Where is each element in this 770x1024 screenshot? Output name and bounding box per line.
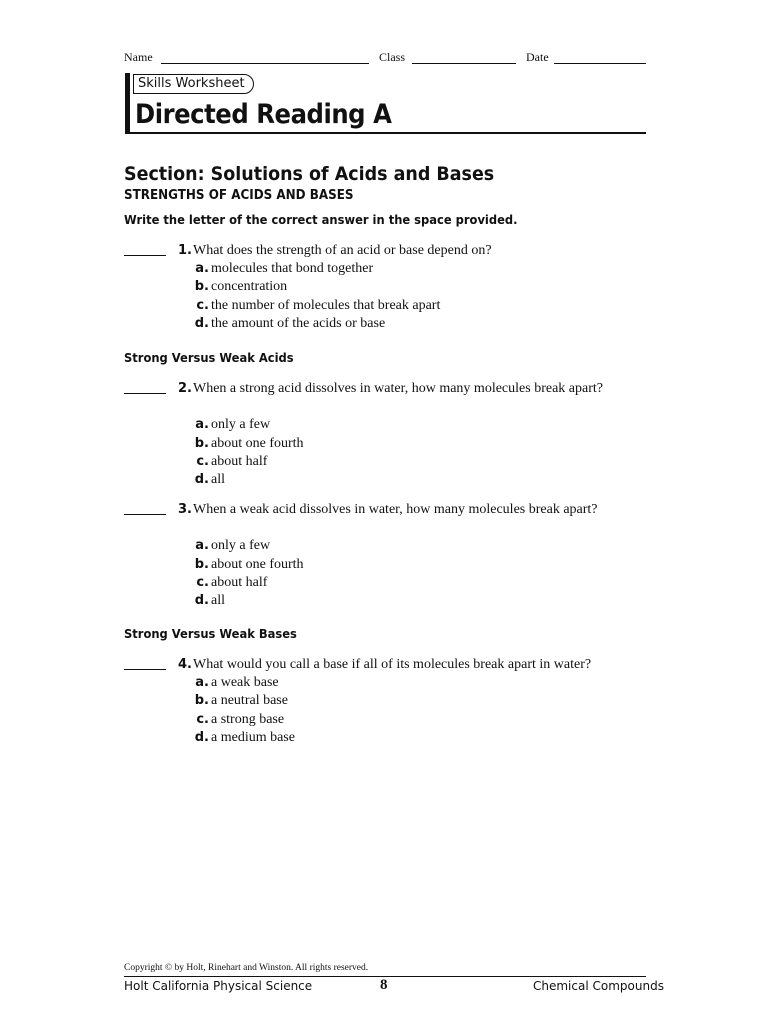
option-b: b. about one fourth — [194, 556, 304, 572]
date-label: Date — [526, 50, 549, 64]
question-text: What does the strength of an acid or base depend on? — [193, 243, 492, 258]
option-a: a. only a few — [195, 538, 271, 554]
option-a: a. only a few — [195, 417, 271, 433]
question-number: 2. — [178, 381, 192, 396]
answer-blank-2[interactable] — [124, 393, 166, 394]
option-b: b. about one fourth — [194, 435, 304, 451]
worksheet-badge: Skills Worksheet — [133, 74, 254, 94]
class-field[interactable] — [412, 63, 516, 64]
option-d: d. all — [194, 472, 225, 487]
answer-blank-1[interactable] — [124, 255, 166, 256]
option-c: c. a strong base — [196, 711, 285, 727]
option-b: b. concentration — [194, 279, 288, 295]
option-b: b. a neutral base — [194, 693, 288, 709]
question-number: 1. — [178, 243, 192, 258]
footer-chapter: Chemical Compounds — [533, 979, 664, 993]
instructions: Write the letter of the correct answer in the space provided. — [124, 212, 518, 227]
title-accent-bar — [125, 73, 130, 134]
question-text: What would you call a base if all of its molecules break apart in water? — [193, 657, 592, 672]
name-field[interactable] — [161, 63, 369, 64]
question-1 — [124, 242, 654, 332]
question-3 — [124, 501, 654, 611]
title-divider — [125, 132, 646, 134]
section-title: Section: Solutions of Acids and Bases — [124, 163, 495, 185]
footer-book-title: Holt California Physical Science — [124, 979, 313, 993]
option-a: a. a weak base — [195, 675, 279, 691]
option-d: d. all — [194, 593, 225, 608]
option-c: c. about half — [196, 453, 268, 469]
option-c: c. about half — [196, 574, 268, 590]
date-field[interactable] — [554, 63, 646, 64]
question-text: When a weak acid dissolves in water, how many molecules break apart? — [193, 502, 598, 517]
question-text: When a strong acid dissolves in water, how many molecules break apart? — [193, 381, 603, 396]
subhead-bases: Strong Versus Weak Bases — [124, 626, 297, 641]
name-label: Name — [124, 50, 153, 64]
class-label: Class — [379, 50, 406, 64]
answer-blank-4[interactable] — [124, 669, 166, 670]
option-d: d. the amount of the acids or base — [194, 315, 386, 331]
option-d: d. a medium base — [194, 729, 295, 745]
option-c: c. the number of molecules that break apart — [196, 297, 441, 313]
copyright-notice: Copyright © by Holt, Rinehart and Winston. All rights reserved. — [124, 963, 369, 973]
question-2 — [124, 380, 654, 490]
option-a: a. molecules that bond together — [195, 261, 374, 277]
section-subtitle: STRENGTHS OF ACIDS AND BASES — [124, 188, 354, 203]
question-4 — [124, 656, 654, 748]
page-number: 8 — [380, 977, 388, 993]
subhead-acids: Strong Versus Weak Acids — [124, 350, 294, 365]
question-number: 3. — [178, 502, 192, 517]
question-number: 4. — [178, 657, 192, 672]
answer-blank-3[interactable] — [124, 514, 166, 515]
page-title: Directed Reading A — [135, 99, 392, 130]
